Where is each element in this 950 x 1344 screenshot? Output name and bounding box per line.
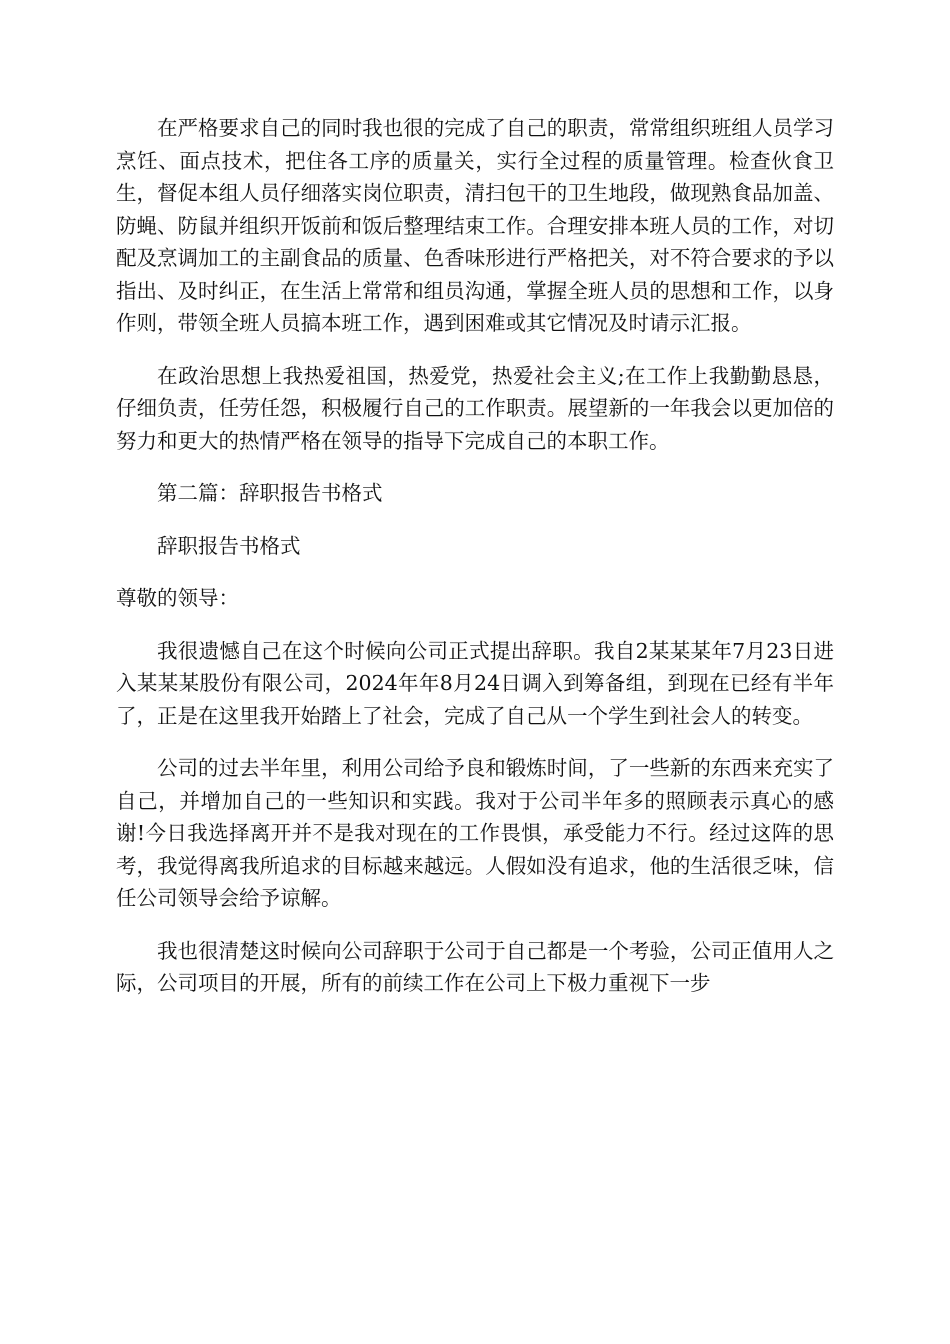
letter-paragraph: 我很遗憾自己在这个时候向公司正式提出辞职。我自2某某某年7月23日进入某某某股份有限公司，2024年年8月24日调入到筹备组，到现在已经有半年了，正是在这里我开始踏上了社会，完成了自己从一个学生到社会人的转变。 bbox=[116, 638, 834, 728]
body-paragraph: 在政治思想上我热爱祖国，热爱党，热爱社会主义;在工作上我勤勤恳恳，仔细负责，任劳任怨，积极履行自己的工作职责。展望新的一年我会以更加倍的努力和更大的热情严格在领导的指导下完成自己的本职工作。 bbox=[116, 363, 834, 453]
letter-paragraph: 公司的过去半年里，利用公司给予良和锻炼时间，了一些新的东西来充实了自己，并增加自己的一些知识和实践。我对于公司半年多的照顾表示真心的感谢!今日我选择离开并不是我对现在的工作畏惧，承受能力不行。经过这阵的思考，我觉得离我所追求的目标越来越远。人假如没有追求，他的生活很乏味，信任公司领导会给予谅解。 bbox=[116, 756, 834, 910]
section-title: 第二篇：辞职报告书格式 bbox=[157, 481, 383, 505]
document-title: 辞职报告书格式 bbox=[157, 533, 301, 558]
salutation: 尊敬的领导： bbox=[116, 586, 239, 610]
document-page bbox=[116, 112, 834, 1020]
body-paragraph: 在严格要求自己的同时我也很的完成了自己的职责，常常组织班组人员学习烹饪、面点技术，把住各工序的质量关，实行全过程的质量管理。检查伙食卫生，督促本组人员仔细落实岗位职责，清扫包干的卫生地段，做现熟食品加盖、防蝇、防鼠并组织开饭前和饭后整理结束工作。合理安排本班人员的工作，对切配及烹调加工的主副食品的质量、色香味形进行严格把关，对不符合要求的予以指出、及时纠正，在生活上常常和组员沟通，掌握全班人员的思想和工作，以身作则，带领全班人员搞本班工作，遇到困难或其它情况及时请示汇报。 bbox=[116, 116, 834, 335]
letter-paragraph: 我也很清楚这时候向公司辞职于公司于自己都是一个考验，公司正值用人之际，公司项目的开展，所有的前续工作在公司上下极力重视下一步 bbox=[116, 938, 834, 995]
